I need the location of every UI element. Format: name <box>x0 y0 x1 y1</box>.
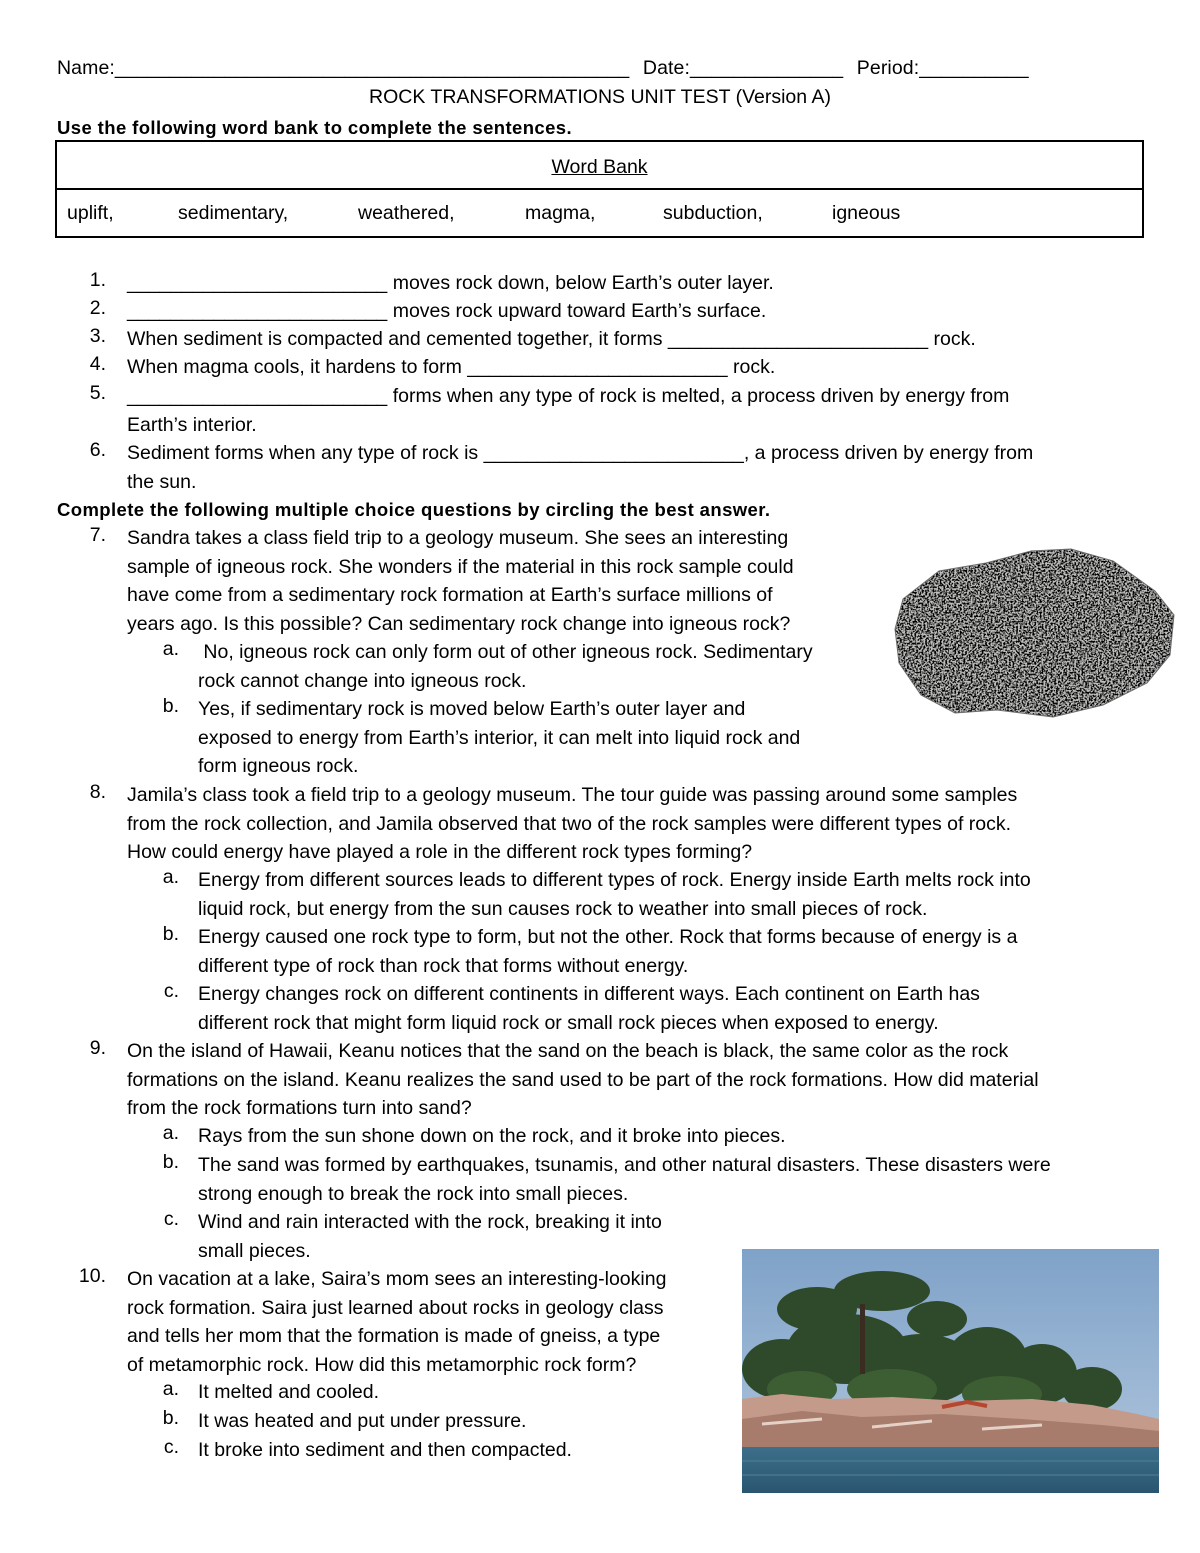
question-number: 7. <box>89 524 106 546</box>
question-number: 8. <box>89 781 106 803</box>
option-line: different type of rock than rock that forms without energy. <box>198 954 689 977</box>
question-text <box>127 353 775 382</box>
option-line: It was heated and put under pressure. <box>198 1410 527 1432</box>
question-number: 5. <box>89 382 106 404</box>
question-number: 9. <box>89 1037 106 1059</box>
question-line: and tells her mom that the formation is made of gneiss, a type <box>127 1325 661 1347</box>
word-bank-word: igneous <box>832 202 901 224</box>
section-2-instruction: Complete the following multiple choice questions by circling the best answer. <box>57 499 771 520</box>
question-line: Sediment forms when any type of rock is ________________________, a process driven by energy from <box>127 442 1034 464</box>
question-number: 4. <box>89 353 106 375</box>
word-bank-word: uplift, <box>67 202 114 224</box>
option-line: Wind and rain interacted with the rock, breaking it into <box>198 1211 662 1233</box>
option-line: rock cannot change into igneous rock. <box>198 669 527 692</box>
option-letter: c. <box>163 980 179 1002</box>
question-number: 10. <box>78 1265 106 1287</box>
question-line: the sun. <box>127 470 197 493</box>
question-line: On vacation at a lake, Saira’s mom sees an interesting-looking <box>127 1268 667 1290</box>
option-line: Rays from the sun shone down on the rock, and it broke into pieces. <box>198 1125 786 1147</box>
option-line: It broke into sediment and then compacted. <box>198 1439 572 1461</box>
question-line: from the rock formations turn into sand? <box>127 1097 472 1119</box>
question-text <box>127 325 976 354</box>
option-text <box>198 1407 526 1436</box>
word-bank-table <box>55 140 1144 238</box>
question-number: 6. <box>89 439 106 461</box>
option-letter: a. <box>162 866 179 888</box>
word-bank-word: weathered, <box>358 202 455 224</box>
word-bank-header <box>57 142 1142 190</box>
option-text <box>198 695 800 781</box>
option-line: different rock that might form liquid rock or small rock pieces when exposed to energy. <box>198 1011 939 1034</box>
question-line: ________________________ moves rock down, below Earth’s outer layer. <box>127 272 774 294</box>
option-line: The sand was formed by earthquakes, tsunamis, and other natural disasters. These disasters were <box>198 1154 1051 1176</box>
option-letter: c. <box>163 1208 179 1230</box>
question-text <box>127 269 774 298</box>
word-bank-title: Word Bank <box>551 156 648 178</box>
student-info-line <box>57 57 1147 80</box>
period-field[interactable]: Period:__________ <box>856 57 1029 79</box>
option-letter: c. <box>163 1436 179 1458</box>
question-line: How could energy have played a role in the different rock types forming? <box>127 841 753 863</box>
question-line: of metamorphic rock. How did this metamorphic rock form? <box>127 1353 637 1376</box>
option-line: It melted and cooled. <box>198 1381 380 1403</box>
option-letter: a. <box>162 1122 179 1144</box>
question-line: rock formation. Saira just learned about rocks in geology class <box>127 1296 664 1319</box>
question-text <box>127 297 766 326</box>
question-line: years ago. Is this possible? Can sedimentary rock change into igneous rock? <box>127 612 791 635</box>
question-line: sample of igneous rock. She wonders if the material in this rock sample could <box>127 555 794 578</box>
option-letter: a. <box>162 1378 179 1400</box>
question-line: Sandra takes a class field trip to a geology museum. She sees an interesting <box>127 527 789 549</box>
page-title: ROCK TRANSFORMATIONS UNIT TEST (Version A) <box>369 86 831 108</box>
name-field[interactable]: Name:_______________________________________________ <box>57 57 630 79</box>
option-text <box>198 1436 572 1465</box>
question-line: Earth’s interior. <box>127 413 257 436</box>
question-text <box>127 1037 1039 1123</box>
igneous-rock-photo <box>893 545 1175 720</box>
word-bank-word: magma, <box>525 202 596 224</box>
option-letter: a. <box>162 638 179 660</box>
option-line: Energy caused one rock type to form, but not the other. Rock that forms because of energy is a <box>198 926 1018 948</box>
question-number: 1. <box>89 269 106 291</box>
option-line: form igneous rock. <box>198 755 359 777</box>
word-bank-row <box>57 190 1142 236</box>
question-text <box>127 439 1033 496</box>
option-line: strong enough to break the rock into small pieces. <box>198 1182 629 1205</box>
option-text <box>198 980 980 1037</box>
word-bank-word: sedimentary, <box>178 202 289 224</box>
option-line: liquid rock, but energy from the sun causes rock to weather into small pieces of rock. <box>198 897 928 920</box>
date-field[interactable]: Date:______________ <box>642 57 844 79</box>
question-number: 3. <box>89 325 106 347</box>
option-text <box>198 1208 662 1265</box>
question-line: When magma cools, it hardens to form ________________________ rock. <box>127 356 776 378</box>
question-line: ________________________ forms when any type of rock is melted, a process driven by energy from <box>127 385 1010 407</box>
question-line: ________________________ moves rock upward toward Earth’s surface. <box>127 300 767 322</box>
option-line: No, igneous rock can only form out of other igneous rock. Sedimentary <box>198 641 813 663</box>
option-text <box>198 1378 379 1407</box>
option-line: Energy changes rock on different continents in different ways. Each continent on Earth has <box>198 983 980 1005</box>
question-number: 2. <box>89 297 106 319</box>
option-letter: b. <box>162 923 179 945</box>
question-line: formations on the island. Keanu realizes the sand used to be part of the rock formations. How did material <box>127 1068 1039 1091</box>
word-bank-word: subduction, <box>663 202 763 224</box>
option-text <box>198 1122 786 1151</box>
option-line: Yes, if sedimentary rock is moved below Earth’s outer layer and <box>198 698 746 720</box>
option-text <box>198 866 1031 923</box>
option-line: exposed to energy from Earth’s interior, it can melt into liquid rock and <box>198 726 801 749</box>
option-letter: b. <box>162 1407 179 1429</box>
question-text <box>127 1265 666 1379</box>
question-line: On the island of Hawaii, Keanu notices that the sand on the beach is black, the same color as the rock <box>127 1040 1009 1062</box>
question-line: from the rock collection, and Jamila observed that two of the rock samples were different types of rock. <box>127 812 1012 835</box>
option-text <box>198 923 1017 980</box>
option-text <box>198 638 813 695</box>
section-1-instruction: Use the following word bank to complete the sentences. <box>57 117 573 138</box>
option-text <box>198 1151 1051 1208</box>
question-text <box>127 382 1009 439</box>
question-text <box>127 781 1017 867</box>
question-line: Jamila’s class took a field trip to a geology museum. The tour guide was passing around some samples <box>127 784 1018 806</box>
option-line: small pieces. <box>198 1239 311 1262</box>
question-line: When sediment is compacted and cemented together, it forms ________________________ rock. <box>127 328 976 350</box>
gneiss-lake-photo <box>742 1249 1159 1493</box>
option-letter: b. <box>162 1151 179 1173</box>
question-text <box>127 524 794 638</box>
option-line: Energy from different sources leads to different types of rock. Energy inside Earth melts rock into <box>198 869 1031 891</box>
question-line: have come from a sedimentary rock formation at Earth’s surface millions of <box>127 584 773 606</box>
option-letter: b. <box>162 695 179 717</box>
